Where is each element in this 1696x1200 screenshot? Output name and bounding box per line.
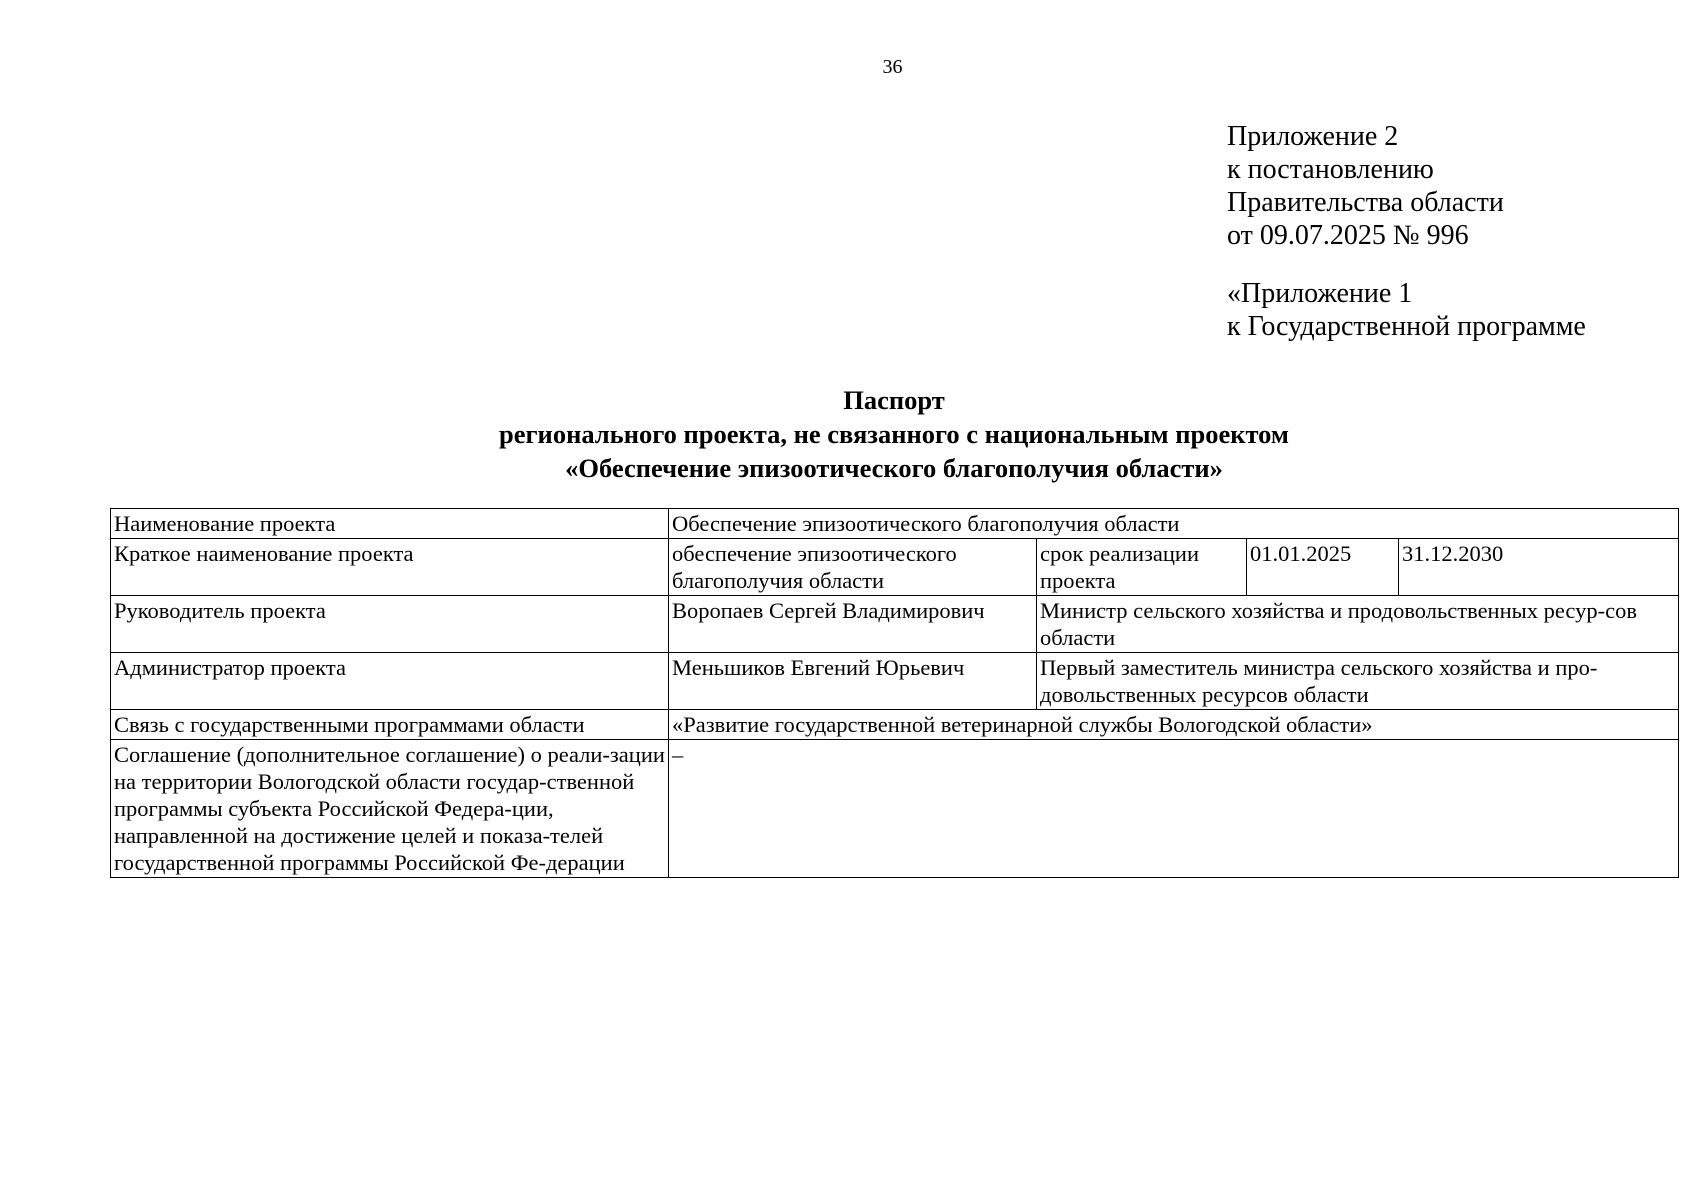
appendix-spacer bbox=[1227, 252, 1586, 277]
table-row-agreement bbox=[111, 740, 1679, 878]
administrator-label: Администратор проекта bbox=[111, 653, 669, 710]
leader-person: Воропаев Сергей Владимирович bbox=[669, 596, 1037, 653]
appendix-line-4: от 09.07.2025 № 996 bbox=[1227, 220, 1469, 251]
short-name-value: обеспечение эпизоотического благополучия области bbox=[669, 539, 1037, 596]
title-line-3: «Обеспечение эпизоотического благополучия области» bbox=[565, 453, 1223, 483]
end-date: 31.12.2030 bbox=[1399, 539, 1679, 596]
title-line-1: Паспорт bbox=[843, 385, 945, 415]
inner-appendix-line-2: к Государственной программе bbox=[1227, 311, 1586, 342]
table-row-programs bbox=[111, 710, 1679, 740]
document-title bbox=[0, 383, 1696, 485]
table-row-leader bbox=[111, 596, 1679, 653]
appendix-line-1: Приложение 2 bbox=[1227, 121, 1399, 152]
appendix-block bbox=[1227, 120, 1586, 343]
appendix-line-2: к постановлению bbox=[1227, 154, 1434, 185]
passport-table bbox=[110, 508, 1679, 878]
inner-appendix-line-1: «Приложение 1 bbox=[1227, 278, 1413, 309]
agreement-label: Соглашение (дополнительное соглашение) о реали-зации на территории Вологодской области государ-ственной программы субъекта Российской Федера-ции, направленной на достижение целей и показа-телей государственной программы Российской Фе-дерации bbox=[111, 740, 669, 878]
page-number: 36 bbox=[882, 56, 903, 78]
leader-position: Министр сельского хозяйства и продовольственных ресур-сов области bbox=[1037, 596, 1679, 653]
administrator-person: Меньшиков Евгений Юрьевич bbox=[669, 653, 1037, 710]
programs-label: Связь с государственными программами области bbox=[111, 710, 669, 740]
term-label: срок реализации проекта bbox=[1037, 539, 1247, 596]
table-row-administrator bbox=[111, 653, 1679, 710]
table-row-project-name bbox=[111, 509, 1679, 539]
start-date: 01.01.2025 bbox=[1247, 539, 1399, 596]
programs-value: «Развитие государственной ветеринарной службы Вологодской области» bbox=[669, 710, 1679, 740]
short-name-label: Краткое наименование проекта bbox=[111, 539, 669, 596]
table-row-short-name bbox=[111, 539, 1679, 596]
appendix-line-3: Правительства области bbox=[1227, 187, 1504, 218]
leader-label: Руководитель проекта bbox=[111, 596, 669, 653]
project-name-value: Обеспечение эпизоотического благополучия области bbox=[669, 509, 1679, 539]
project-name-label: Наименование проекта bbox=[111, 509, 669, 539]
title-line-2: регионального проекта, не связанного с национальным проектом bbox=[499, 419, 1289, 449]
administrator-position: Первый заместитель министра сельского хозяйства и про-довольственных ресурсов области bbox=[1037, 653, 1679, 710]
agreement-value: – bbox=[669, 740, 1679, 878]
